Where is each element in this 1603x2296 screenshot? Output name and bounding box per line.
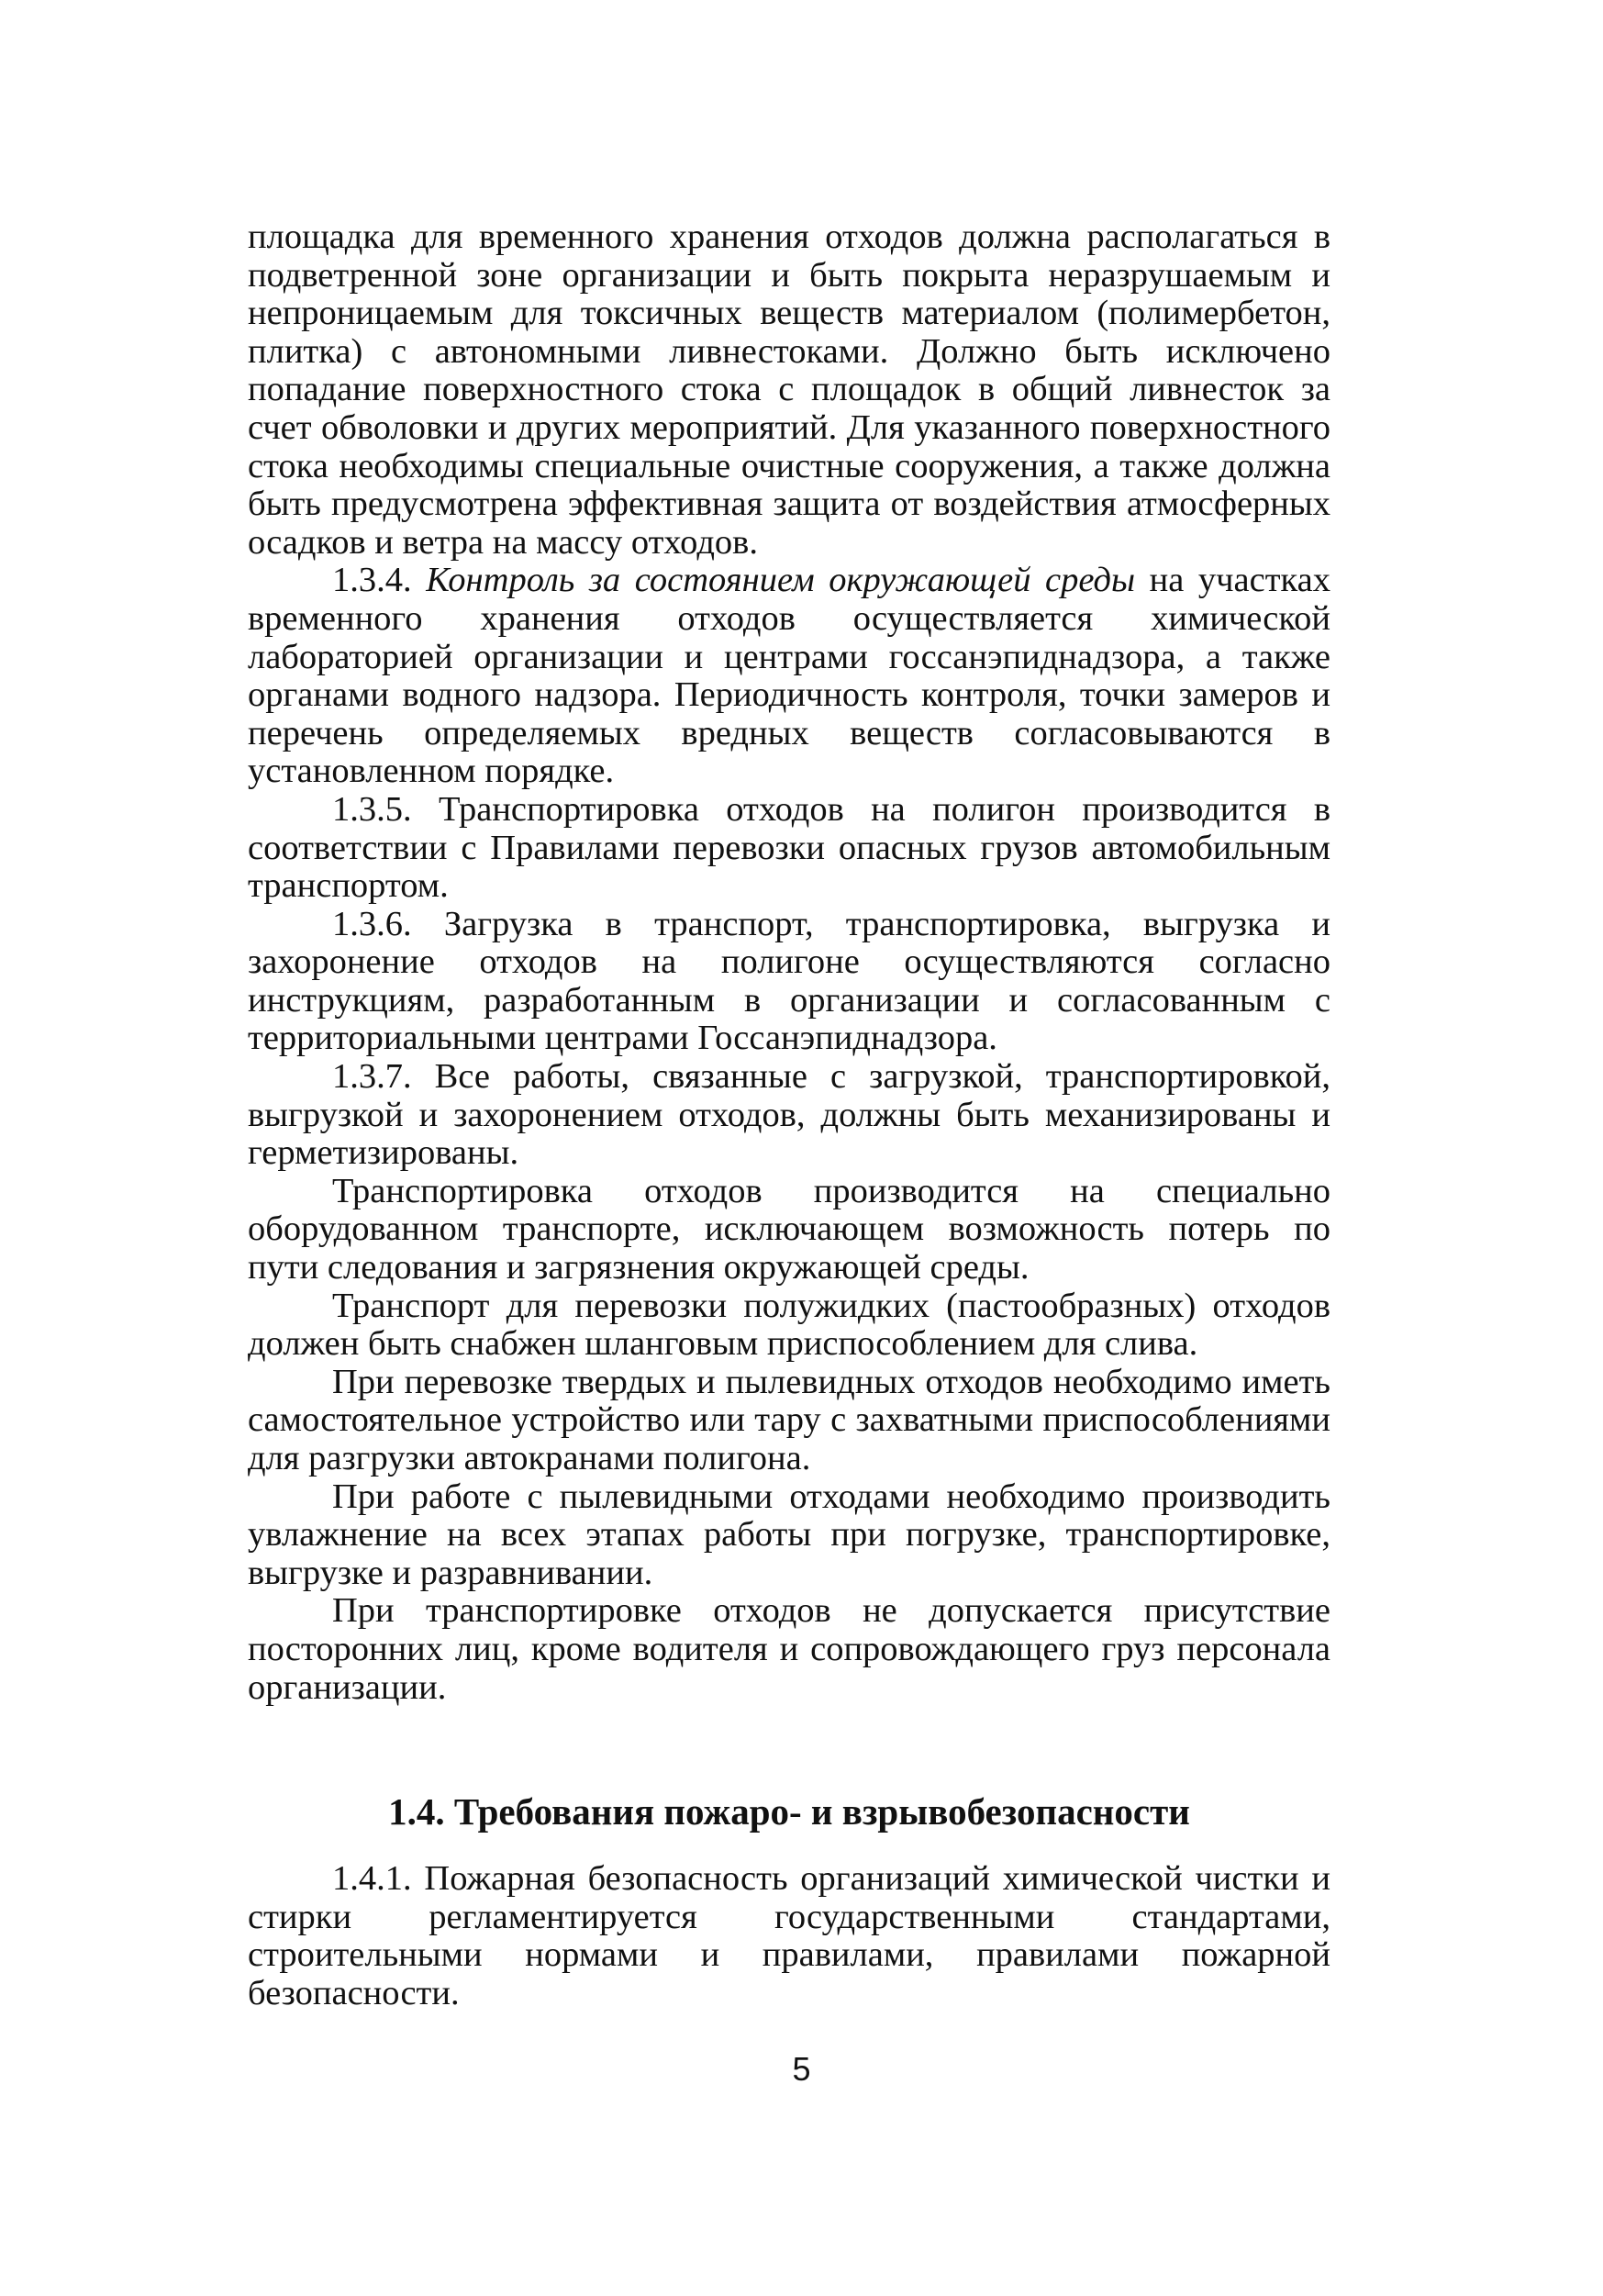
page-number: 5 (792, 2050, 811, 2088)
paragraph-1-3-7: 1.3.7. Все работы, связанные с загрузкой, транспортировкой, выгрузкой и захоронением отходов, должны быть механизированы и герметизированы. (248, 1057, 1330, 1173)
paragraph-transport-equipment: Транспортировка отходов производится на специально оборудованном транспорте, исключающем возможность потерь по пути следования и загрязнения окружающей среды. (248, 1171, 1330, 1287)
paragraph-1-4-1: 1.4.1. Пожарная безопасность организаций химической чистки и стирки регламентируется государственными стандартами, строительными нормами и правилами, правилами пожарной безопасности. (248, 1859, 1330, 2012)
paragraph-no-outsiders: При транспортировке отходов не допускается присутствие посторонних лиц, кроме водителя и сопровождающего груз персонала организации. (248, 1591, 1330, 1707)
clause-text: на участках временного хранения отходов осуществляется химической лабораторией организации и центрами госсанэпиднадзора, а также органами водного надзора. Периодичность контроля, точки замеров и перечень определяемых вредных веществ согласовываются в установленном порядке. (248, 561, 1330, 791)
paragraph-dusty-handling: При работе с пылевидными отходами необходимо производить увлажнение на всех этапах работы при погрузке, транспортировке, выгрузке и разравнивании. (248, 1477, 1330, 1592)
paragraph-1-3-5: 1.3.5. Транспортировка отходов на полигон производится в соответствии с Правилами перевозки опасных грузов автомобильным транспортом. (248, 789, 1330, 906)
paragraph-1-3-6: 1.3.6. Загрузка в транспорт, транспортировка, выгрузка и захоронение отходов на полигоне осуществляются согласно инструкциям, разработанным в организации и согласованным с территориальными центрами Госсанэпиднадзора. (248, 904, 1330, 1058)
clause-title-italic: Контроль за состоянием окружающей среды (426, 561, 1136, 600)
clause-number: 1.3.4. (332, 561, 412, 600)
section-body (248, 1860, 1330, 2012)
paragraph-1-3-4 (248, 562, 1330, 791)
paragraph-storage-site: площадка для временного хранения отходов должна располагаться в подветренной зоне организации и быть покрыта неразрушаемым и непроницаемым для токсичных веществ материалом (полимербетон, плитка) с автономными ливнестоками. Должно быть исключено попадание поверхностного стока с площадок в общий ливнесток за счет обволовки и других мероприятий. Для указанного поверхностного стока необходимы специальные очистные сооружения, а также должна быть предусмотрена эффективная защита от воздействия атмосферных осадков и ветра на массу отходов. (248, 217, 1330, 562)
section-heading: 1.4. Требования пожаро- и взрывобезопасности (388, 1790, 1190, 1833)
body-text (248, 218, 1330, 1707)
paragraph-solid-dusty-transport: При перевозке твердых и пылевидных отходов необходимо иметь самостоятельное устройство или тару с захватными приспособлениями для разгрузки автокранами полигона. (248, 1362, 1330, 1477)
paragraph-semi-liquid-transport: Транспорт для перевозки полужидких (пастообразных) отходов должен быть снабжен шланговым приспособлением для слива. (248, 1286, 1330, 1364)
